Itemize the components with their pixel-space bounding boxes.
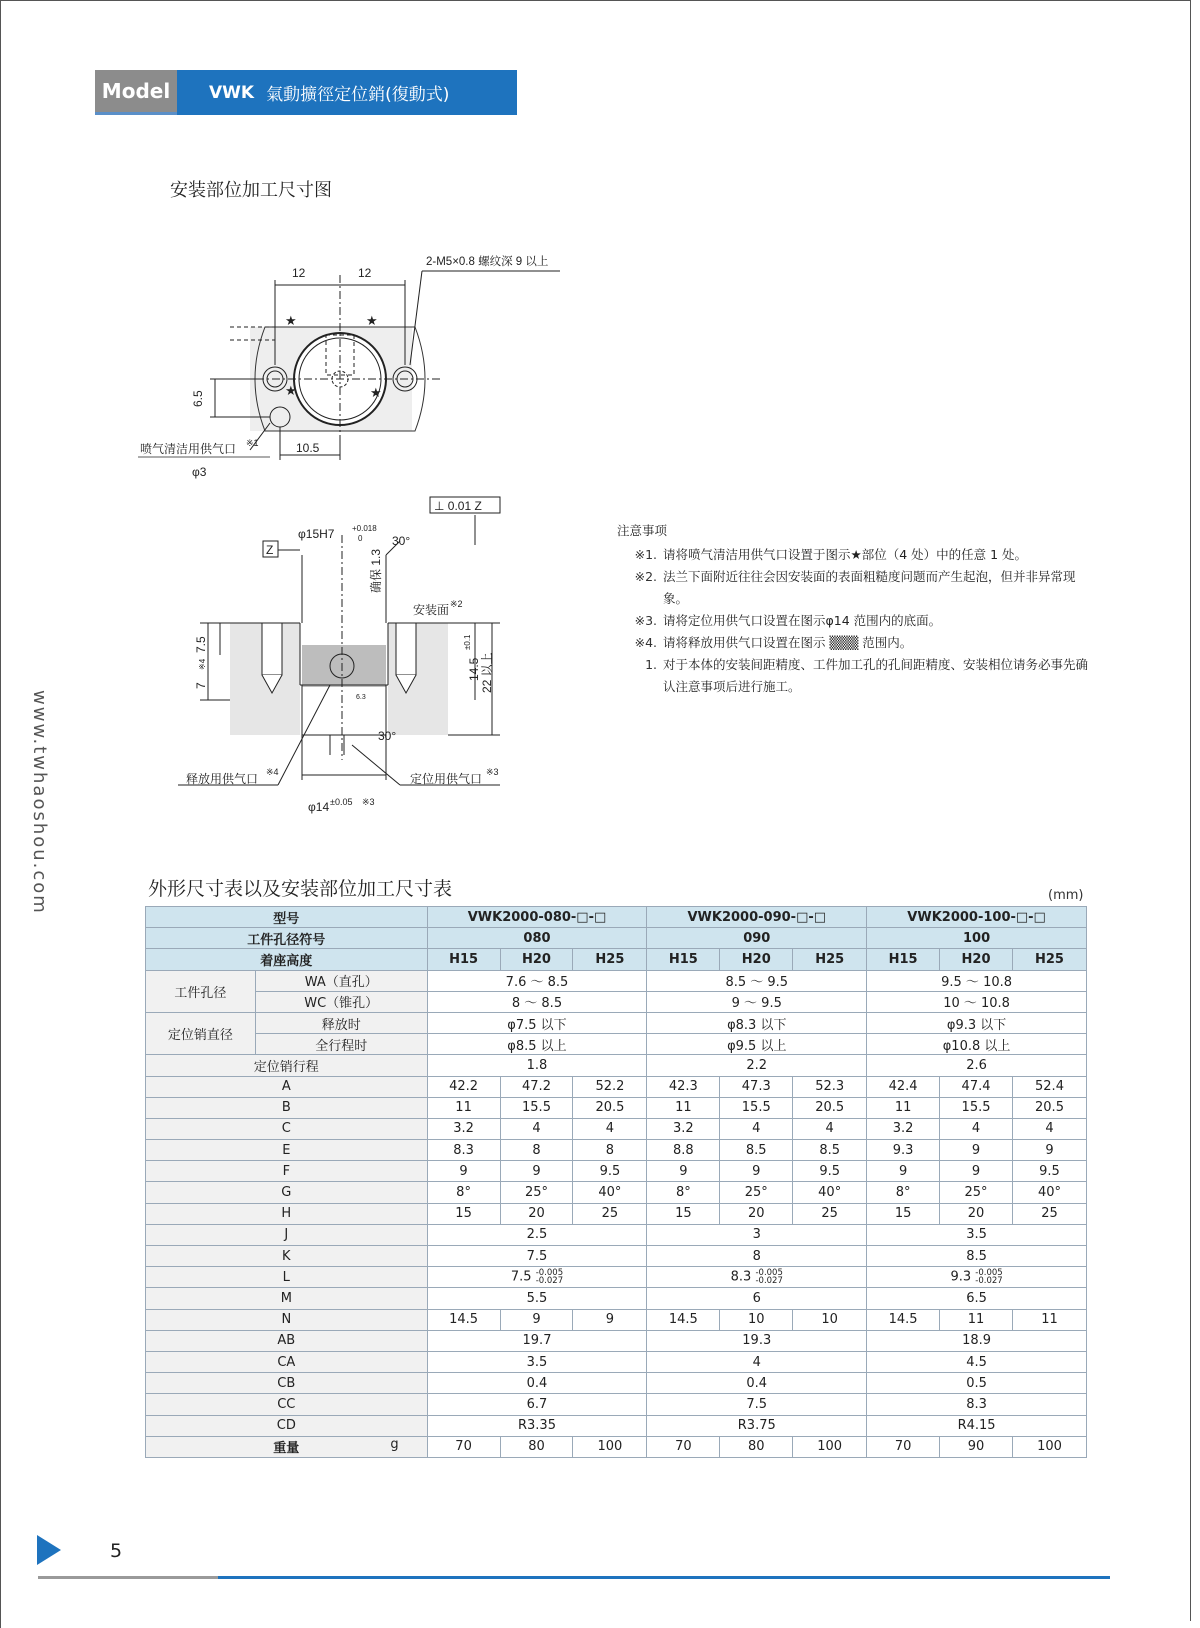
phi14-label: φ14	[308, 800, 330, 814]
table-row-cd: CD R3.35 R3.75 R4.15	[146, 1415, 1087, 1436]
phi14-tol: ±0.05	[330, 797, 353, 807]
dim-10-5: 10.5	[296, 441, 320, 455]
roughness-mark: 6.3	[356, 694, 366, 701]
table-row-release: 定位销直径 释放时 φ7.5 以下 φ8.3 以下 φ9.3 以下	[146, 1012, 1087, 1033]
air-port-mark: ※1	[246, 438, 259, 448]
notes	[617, 520, 1093, 698]
svg-text:★: ★	[285, 383, 297, 398]
table-row-weight: 重量 g 70 80 100 70 80 100 70 90 100	[146, 1436, 1087, 1457]
section-title-drawing: 安装部位加工尺寸图	[170, 180, 332, 201]
datum-z: Z	[266, 543, 274, 557]
dimension-table	[145, 906, 1087, 1458]
dim-12-right: 12	[358, 266, 372, 280]
installation-drawing	[130, 245, 600, 835]
table-row-ab: AB 19.7 19.3 18.9	[146, 1330, 1087, 1351]
release-port-label: 释放用供气口	[186, 772, 259, 786]
dim-7-5: 7.5	[194, 636, 208, 653]
table-row-f: F 9 9 9.5 9 9 9.5 9 9 9.5	[146, 1161, 1087, 1182]
table-row-cc: CC 6.7 7.5 8.3	[146, 1394, 1087, 1415]
page-marker-icon	[37, 1535, 61, 1565]
unit-label: (mm)	[1048, 888, 1084, 903]
footer-rule-blue	[218, 1576, 1110, 1579]
model-code: VWK	[209, 82, 255, 103]
table-row-cb: CB 0.4 0.4 0.5	[146, 1373, 1087, 1394]
table-row-b: B 11 15.5 20.5 11 15.5 20.5 11 15.5 20.5	[146, 1097, 1087, 1118]
ensure-dim: 确保 1.3	[369, 548, 383, 593]
svg-text:★: ★	[285, 313, 297, 328]
table-row-n: N 14.5 9 9 14.5 10 10 14.5 11 11	[146, 1309, 1087, 1330]
bore-tol-upper: +0.018	[352, 524, 377, 533]
note-item: ※2. 法兰下面附近往往会因安装面的表面粗糙度问题而产生起泡，但并非异常现象。	[634, 569, 1076, 606]
table-row-wa: 工件孔径 WA（直孔） 7.6 ～ 8.5 8.5 ～ 9.5 9.5 ～ 10.8	[146, 970, 1087, 991]
dim-6-5: 6.5	[191, 390, 205, 407]
model-title	[177, 70, 517, 115]
air-port-label: 喷气清洁用供气口	[140, 442, 237, 456]
note-item: ※4. 请将释放用供气口设置在图示 ▒▒▒ 范围内。	[634, 635, 913, 650]
bore-tol-lower: 0	[358, 534, 363, 543]
table-row-g: G 8° 25° 40° 8° 25° 40° 8° 25° 40°	[146, 1182, 1087, 1203]
table-row-code: 工件孔径符号 080 090 100	[146, 928, 1087, 949]
section-view	[178, 515, 500, 785]
table-row-type: 型号 VWK2000-080-□-□ VWK2000-090-□-□ VWK2000-100-□-□	[146, 907, 1087, 928]
phi14-mark: ※3	[362, 797, 375, 807]
svg-text:⊥ 0.01 Z: ⊥ 0.01 Z	[434, 499, 482, 513]
model-name: 氣動擴徑定位銷(復動式)	[266, 85, 450, 105]
table-row-full: 全行程时 φ8.5 以上 φ9.5 以上 φ10.8 以上	[146, 1034, 1087, 1055]
angle-30-bottom: 30°	[378, 729, 397, 743]
dim-12-left: 12	[292, 266, 306, 280]
model-label: Model	[95, 70, 177, 115]
svg-text:★: ★	[366, 313, 378, 328]
note-item: ※3. 请将定位用供气口设置在图示φ14 范围内的底面。	[634, 613, 942, 628]
dim-7: 7	[194, 682, 208, 689]
table-row-e: E 8.3 8 8 8.8 8.5 8.5 9.3 9 9	[146, 1140, 1087, 1161]
table-row-j: J 2.5 3 3.5	[146, 1224, 1087, 1245]
locate-port-label: 定位用供气口	[410, 772, 483, 786]
mount-face-label: 安装面	[413, 603, 450, 617]
table-row-ca: CA 3.5 4 4.5	[146, 1351, 1087, 1372]
locate-port-mark: ※3	[486, 767, 499, 777]
release-port-mark: ※4	[266, 767, 279, 777]
note-item: 1. 对于本体的安装间距精度、工件加工孔的孔间距精度、安装相位请务必事先确认注意事项后进行施工。	[645, 657, 1089, 694]
table-row-a: A 42.2 47.2 52.2 42.3 47.3 52.3 42.4 47.4 52.4	[146, 1076, 1087, 1097]
table-row-wc: WC（锥孔） 8 ～ 8.5 9 ～ 9.5 10 ～ 10.8	[146, 991, 1087, 1012]
side-url: www.twhaoshou.com	[29, 690, 50, 915]
top-view	[210, 271, 560, 460]
table-row-l: L 7.5 -0.005 -0.027 8.3 -0.005 -0.027 9.3 -0.005 -0.027	[146, 1267, 1087, 1288]
dim-14-5-tol: ±0.1	[463, 634, 472, 650]
footer-rule-grey	[38, 1576, 218, 1579]
svg-text:★: ★	[370, 385, 382, 400]
notes-title: 注意事项	[617, 523, 668, 538]
dim-14-5: 14.5	[467, 657, 481, 681]
table-row-h: H 15 20 25 15 20 25 15 20 25	[146, 1203, 1087, 1224]
model-header	[95, 70, 517, 115]
dim-22: 22 以上	[480, 652, 494, 693]
dim-7-mark: ※4	[198, 658, 207, 670]
table-row-height: 着座高度 H15 H20 H25 H15 H20 H25 H15 H20 H25	[146, 949, 1087, 970]
table-row-c: C 3.2 4 4 3.2 4 4 3.2 4 4	[146, 1118, 1087, 1139]
table-row-stroke: 定位销行程 1.8 2.2 2.6	[146, 1055, 1087, 1076]
thread-note: 2-M5×0.8 螺纹深 9 以上	[426, 256, 549, 268]
section-title-table: 外形尺寸表以及安装部位加工尺寸表	[148, 878, 453, 900]
note-item: ※1. 请将喷气清洁用供气口设置于图示★部位（4 处）中的任意 1 处。	[634, 547, 1028, 562]
page-number: 5	[110, 1540, 123, 1562]
bore-dimension: φ15H7	[298, 527, 335, 541]
phi3-label: φ3	[192, 465, 207, 479]
angle-30-top: 30°	[392, 534, 411, 548]
mount-face-mark: ※2	[450, 599, 463, 609]
table-row-k: K 7.5 8 8.5	[146, 1246, 1087, 1267]
table-row-m: M 5.5 6 6.5	[146, 1288, 1087, 1309]
